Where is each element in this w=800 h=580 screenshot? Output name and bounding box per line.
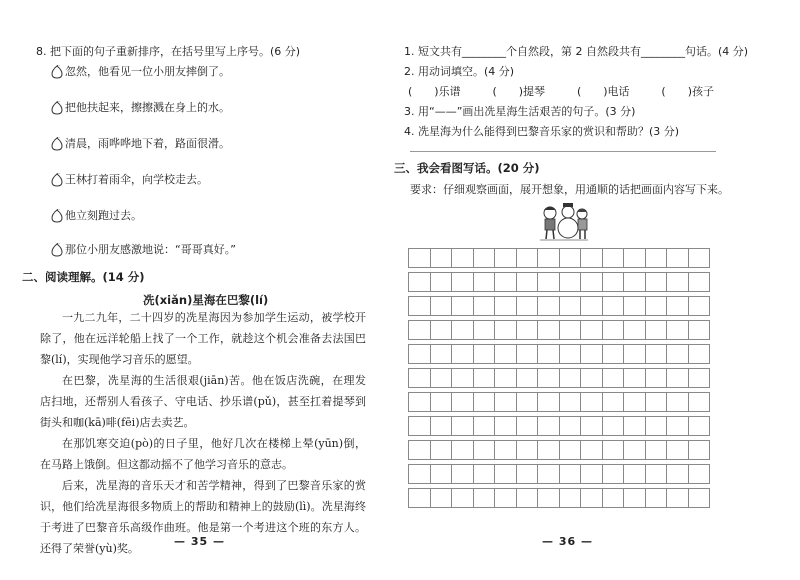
grid-cell[interactable]	[495, 248, 517, 268]
question-1: 1. 短文共有________个自然段，第 2 自然段共有________句话。(4 分)	[404, 45, 749, 58]
grid-cell[interactable]	[431, 320, 453, 340]
grid-cell[interactable]	[581, 248, 603, 268]
grid-cell[interactable]	[646, 296, 668, 316]
grid-cell[interactable]	[581, 320, 603, 340]
reorder-sentence-text: 忽然，他看见一位小朋友摔倒了。	[65, 65, 230, 78]
grid-cell[interactable]	[474, 272, 496, 292]
reorder-sentence-text: 他立刻跑过去。	[65, 209, 142, 222]
grid-cell[interactable]	[474, 344, 496, 364]
question-4: 4. 冼星海为什么能得到巴黎音乐家的赏识和帮助？(3 分)	[404, 125, 680, 138]
peach-bracket-icon[interactable]	[50, 243, 64, 257]
grid-row	[408, 416, 710, 436]
grid-row	[408, 464, 710, 484]
grid-cell[interactable]	[581, 416, 603, 436]
grid-cell[interactable]	[560, 296, 582, 316]
writing-grid[interactable]	[408, 248, 710, 508]
grid-cell[interactable]	[581, 296, 603, 316]
grid-cell[interactable]	[517, 488, 539, 508]
grid-cell[interactable]	[495, 392, 517, 412]
grid-cell[interactable]	[581, 272, 603, 292]
grid-cell[interactable]	[581, 464, 603, 484]
grid-cell[interactable]	[495, 416, 517, 436]
grid-cell[interactable]	[603, 416, 625, 436]
grid-row	[408, 344, 710, 364]
grid-cell[interactable]	[603, 248, 625, 268]
reorder-sentence-text: 清晨，雨哗哗地下着，路面很滑。	[65, 137, 230, 150]
grid-cell[interactable]	[408, 248, 431, 268]
grid-cell[interactable]	[667, 296, 689, 316]
grid-row	[408, 440, 710, 460]
grid-cell[interactable]	[517, 344, 539, 364]
grid-row	[408, 248, 710, 268]
grid-cell[interactable]	[646, 272, 668, 292]
grid-cell[interactable]	[603, 488, 625, 508]
grid-cell[interactable]	[408, 320, 431, 340]
grid-cell[interactable]	[538, 464, 560, 484]
grid-cell[interactable]	[408, 416, 431, 436]
grid-cell[interactable]	[581, 440, 603, 460]
grid-cell[interactable]	[408, 392, 431, 412]
article-title: 冼(xiǎn)星海在巴黎(lí)	[143, 293, 269, 307]
reorder-sentence-5	[50, 209, 142, 223]
grid-cell[interactable]	[517, 296, 539, 316]
grid-row	[408, 320, 710, 340]
grid-cell[interactable]	[408, 464, 431, 484]
grid-cell[interactable]	[431, 488, 453, 508]
grid-cell[interactable]	[408, 440, 431, 460]
grid-cell[interactable]	[517, 320, 539, 340]
grid-cell[interactable]	[646, 344, 668, 364]
grid-cell[interactable]	[689, 296, 711, 316]
article-paragraph-3: 在那饥寒交迫(pò)的日子里，他好几次在楼梯上晕(yūn)倒，在马路上饿倒。但这都动摇不了他学习音乐的意志。	[40, 437, 366, 471]
grid-cell[interactable]	[538, 248, 560, 268]
grid-cell[interactable]	[431, 464, 453, 484]
grid-cell[interactable]	[624, 296, 646, 316]
grid-cell[interactable]	[603, 344, 625, 364]
grid-cell[interactable]	[431, 368, 453, 388]
grid-cell[interactable]	[431, 272, 453, 292]
reorder-sentence-text: 那位小朋友感激地说：“哥哥真好。”	[65, 243, 236, 256]
grid-cell[interactable]	[624, 464, 646, 484]
grid-cell[interactable]	[689, 464, 711, 484]
verb-blank-4[interactable]: ( )孩子	[661, 85, 714, 98]
verb-fill-blanks	[408, 85, 714, 99]
grid-cell[interactable]	[646, 416, 668, 436]
grid-cell[interactable]	[603, 464, 625, 484]
article-paragraph-1: 一九二九年，二十四岁的冼星海因为参加学生运动，被学校开除了，他在远洋轮船上找了一个工作，就趁这个机会准备去法国巴黎(lí)，实现他学习音乐的愿望。	[40, 311, 366, 366]
grid-cell[interactable]	[408, 296, 431, 316]
page-number-left: — 35 —	[174, 535, 225, 548]
grid-cell[interactable]	[431, 392, 453, 412]
grid-cell[interactable]	[517, 464, 539, 484]
grid-cell[interactable]	[517, 272, 539, 292]
grid-cell[interactable]	[495, 440, 517, 460]
reorder-sentence-1	[50, 65, 230, 79]
grid-cell[interactable]	[667, 320, 689, 340]
section-2-title: 二、阅读理解。(14 分)	[22, 270, 145, 284]
grid-cell[interactable]	[689, 368, 711, 388]
article-paragraph-2: 在巴黎，冼星海的生活很艰(jiān)苦。他在饭店洗碗，在理发店扫地，还帮别人看孩子、守电话、抄乐谱(pǔ)，甚至扛着提琴到街头和咖(kā)啡(fēi)店去卖艺。	[40, 374, 366, 429]
grid-cell[interactable]	[517, 440, 539, 460]
grid-cell[interactable]	[474, 248, 496, 268]
grid-cell[interactable]	[538, 296, 560, 316]
grid-row	[408, 392, 710, 412]
reorder-sentence-text: 把他扶起来，擦擦溅在身上的水。	[65, 101, 230, 114]
grid-cell[interactable]	[452, 320, 474, 340]
grid-cell[interactable]	[560, 320, 582, 340]
grid-cell[interactable]	[603, 296, 625, 316]
grid-row	[408, 272, 710, 292]
grid-cell[interactable]	[538, 272, 560, 292]
page-number-right: — 36 —	[542, 535, 593, 548]
grid-cell[interactable]	[517, 392, 539, 412]
grid-cell[interactable]	[431, 440, 453, 460]
grid-cell[interactable]	[431, 416, 453, 436]
grid-cell[interactable]	[667, 272, 689, 292]
grid-cell[interactable]	[495, 296, 517, 316]
grid-cell[interactable]	[495, 272, 517, 292]
grid-cell[interactable]	[431, 248, 453, 268]
question-8-title: 8. 把下面的句子重新排序，在括号里写上序号。(6 分)	[36, 45, 301, 58]
reorder-sentence-text: 王林打着雨伞，向学校走去。	[65, 173, 208, 186]
article-paragraph-4: 后来，冼星海的音乐天才和苦学精神，得到了巴黎音乐家的赏识，他们给冼星海很多物质上的帮助和精神上的鼓励(lì)。冼星海终于考进了巴黎音乐高级作曲班。他是第一个考进这个班的东方人。还得了荣誉(yù)奖。	[40, 479, 366, 555]
grid-cell[interactable]	[474, 368, 496, 388]
grid-cell[interactable]	[495, 488, 517, 508]
grid-cell[interactable]	[560, 464, 582, 484]
grid-cell[interactable]	[624, 272, 646, 292]
grid-cell[interactable]	[474, 320, 496, 340]
grid-cell[interactable]	[689, 392, 711, 412]
peach-bracket-icon[interactable]	[50, 65, 64, 79]
grid-cell[interactable]	[474, 464, 496, 484]
grid-cell[interactable]	[689, 488, 711, 508]
grid-cell[interactable]	[689, 416, 711, 436]
grid-cell[interactable]	[646, 368, 668, 388]
reorder-sentence-2	[50, 101, 230, 115]
grid-cell[interactable]	[624, 392, 646, 412]
grid-cell[interactable]	[452, 488, 474, 508]
grid-cell[interactable]	[667, 392, 689, 412]
grid-cell[interactable]	[560, 416, 582, 436]
grid-cell[interactable]	[560, 272, 582, 292]
grid-row	[408, 296, 710, 316]
grid-cell[interactable]	[624, 488, 646, 508]
grid-cell[interactable]	[689, 248, 711, 268]
grid-cell[interactable]	[474, 488, 496, 508]
grid-cell[interactable]	[452, 248, 474, 268]
grid-cell[interactable]	[495, 320, 517, 340]
grid-cell[interactable]	[560, 392, 582, 412]
peach-bracket-icon[interactable]	[50, 209, 64, 223]
grid-cell[interactable]	[667, 368, 689, 388]
grid-cell[interactable]	[452, 344, 474, 364]
grid-cell[interactable]	[624, 320, 646, 340]
verb-blank-2[interactable]: ( )提琴	[492, 85, 546, 98]
grid-cell[interactable]	[560, 368, 582, 388]
reorder-sentence-3	[50, 137, 230, 151]
grid-cell[interactable]	[408, 344, 431, 364]
grid-row	[408, 368, 710, 388]
grid-cell[interactable]	[603, 368, 625, 388]
peach-bracket-icon[interactable]	[50, 101, 64, 115]
grid-cell[interactable]	[689, 272, 711, 292]
grid-cell[interactable]	[689, 440, 711, 460]
grid-cell[interactable]	[517, 368, 539, 388]
reorder-sentence-4	[50, 173, 208, 187]
grid-cell[interactable]	[538, 344, 560, 364]
verb-blank-3[interactable]: ( )电话	[576, 85, 630, 98]
grid-cell[interactable]	[560, 440, 582, 460]
grid-cell[interactable]	[646, 248, 668, 268]
grid-cell[interactable]	[560, 488, 582, 508]
grid-cell[interactable]	[538, 392, 560, 412]
grid-cell[interactable]	[452, 296, 474, 316]
grid-cell[interactable]	[667, 488, 689, 508]
grid-cell[interactable]	[474, 296, 496, 316]
peach-bracket-icon[interactable]	[50, 137, 64, 151]
reorder-sentence-6	[50, 243, 236, 257]
grid-cell[interactable]	[560, 248, 582, 268]
grid-cell[interactable]	[667, 464, 689, 484]
grid-cell[interactable]	[431, 344, 453, 364]
grid-cell[interactable]	[646, 320, 668, 340]
verb-blank-1[interactable]: ( )乐谱	[408, 85, 461, 98]
section-3-title: 三、我会看图写话。(20 分)	[394, 161, 540, 175]
grid-cell[interactable]	[667, 344, 689, 364]
grid-cell[interactable]	[689, 320, 711, 340]
grid-cell[interactable]	[474, 440, 496, 460]
grid-cell[interactable]	[408, 488, 431, 508]
grid-cell[interactable]	[667, 440, 689, 460]
grid-cell[interactable]	[689, 344, 711, 364]
grid-cell[interactable]	[624, 368, 646, 388]
grid-cell[interactable]	[495, 464, 517, 484]
answer-line[interactable]	[410, 151, 716, 152]
grid-cell[interactable]	[603, 320, 625, 340]
grid-cell[interactable]	[474, 416, 496, 436]
grid-cell[interactable]	[538, 440, 560, 460]
grid-cell[interactable]	[624, 416, 646, 436]
peach-bracket-icon[interactable]	[50, 173, 64, 187]
grid-cell[interactable]	[603, 440, 625, 460]
grid-cell[interactable]	[452, 464, 474, 484]
writing-instruction: 要求：仔细观察画面，展开想象，用通顺的话把画面内容写下来。	[410, 183, 729, 196]
grid-cell[interactable]	[603, 392, 625, 412]
grid-cell[interactable]	[581, 488, 603, 508]
grid-row	[408, 488, 710, 508]
grid-cell[interactable]	[581, 344, 603, 364]
grid-cell[interactable]	[538, 416, 560, 436]
grid-cell[interactable]	[581, 368, 603, 388]
grid-cell[interactable]	[603, 272, 625, 292]
grid-cell[interactable]	[667, 416, 689, 436]
grid-cell[interactable]	[538, 488, 560, 508]
grid-cell[interactable]	[646, 464, 668, 484]
question-2: 2. 用动词填空。(4 分)	[404, 65, 515, 78]
grid-cell[interactable]	[538, 320, 560, 340]
grid-cell[interactable]	[474, 392, 496, 412]
grid-cell[interactable]	[624, 440, 646, 460]
grid-cell[interactable]	[517, 416, 539, 436]
grid-cell[interactable]	[517, 248, 539, 268]
grid-cell[interactable]	[452, 368, 474, 388]
grid-cell[interactable]	[646, 440, 668, 460]
grid-cell[interactable]	[581, 392, 603, 412]
grid-cell[interactable]	[452, 272, 474, 292]
grid-cell[interactable]	[495, 368, 517, 388]
grid-cell[interactable]	[431, 296, 453, 316]
grid-cell[interactable]	[538, 368, 560, 388]
grid-cell[interactable]	[452, 440, 474, 460]
grid-cell[interactable]	[452, 416, 474, 436]
grid-cell[interactable]	[646, 488, 668, 508]
grid-cell[interactable]	[452, 392, 474, 412]
grid-cell[interactable]	[408, 272, 431, 292]
grid-cell[interactable]	[408, 368, 431, 388]
grid-cell[interactable]	[495, 344, 517, 364]
question-3: 3. 用“——”画出冼星海生活艰苦的句子。(3 分)	[404, 105, 636, 118]
grid-cell[interactable]	[667, 248, 689, 268]
grid-cell[interactable]	[624, 344, 646, 364]
children-snowman-illustration	[538, 201, 590, 243]
grid-cell[interactable]	[560, 344, 582, 364]
grid-cell[interactable]	[624, 248, 646, 268]
grid-cell[interactable]	[646, 392, 668, 412]
